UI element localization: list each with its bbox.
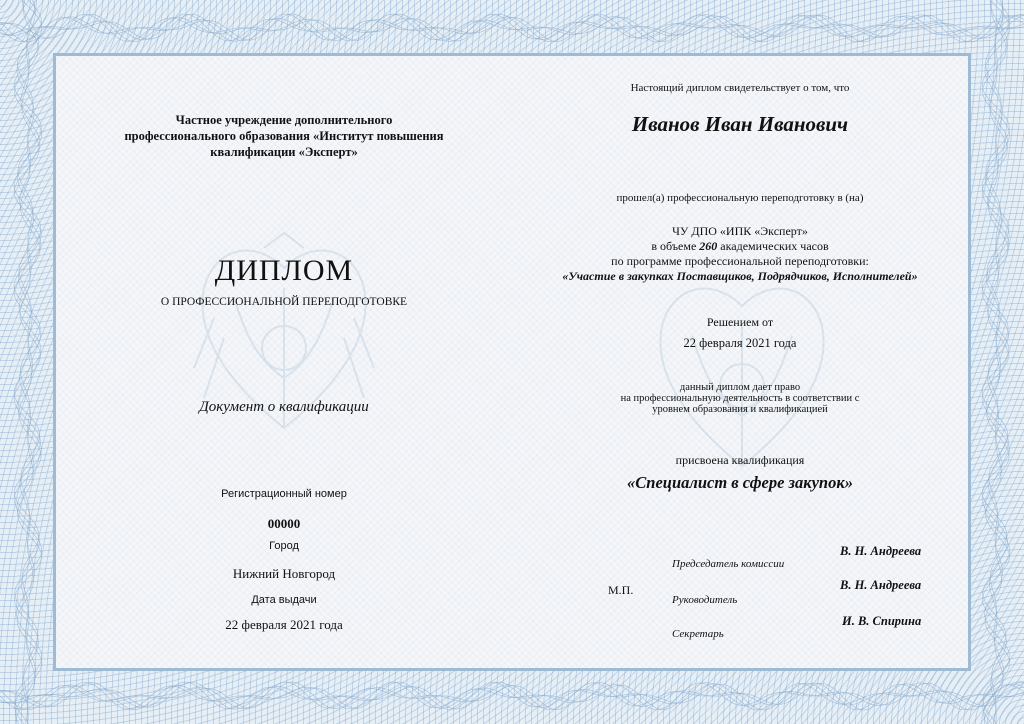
rights-text: [512, 382, 968, 415]
rights-line-1: данный диплом дает право: [679, 382, 801, 393]
institution-line-2: профессионального образования «Институт повышения: [124, 129, 444, 143]
passed-training-text: прошел(а) профессиональную переподготовку в (на): [616, 192, 864, 204]
secretary-role: Секретарь: [672, 628, 724, 640]
decision-label: Решением от: [706, 315, 774, 329]
qualification-title: «Специалист в сфере закупок»: [627, 473, 853, 492]
chairman-role: Председатель комиссии: [672, 558, 785, 570]
hours-prefix: в объеме: [651, 239, 700, 253]
city-value: Нижний Новгород: [232, 566, 336, 581]
program-label: по программе профессиональной переподготовки:: [611, 254, 869, 268]
issue-date-label: Дата выдачи: [251, 594, 317, 606]
registration-number-label: Регистрационный номер: [221, 488, 347, 500]
institution-line-1: Частное учреждение дополнительного: [175, 113, 393, 127]
diploma-subtitle: О ПРОФЕССИОНАЛЬНОЙ ПЕРЕПОДГОТОВКЕ: [160, 296, 408, 308]
diploma-sheet: [56, 56, 968, 668]
qualification-assigned-label: присвоена квалификация: [675, 453, 805, 467]
certificate-intro: Настоящий диплом свидетельствует о том, что: [630, 82, 850, 94]
diploma-title: ДИПЛОМ: [214, 254, 354, 287]
registration-number: 00000: [267, 516, 301, 531]
secretary-signature-name: И. В. Спирина: [842, 614, 922, 628]
chairman-signature-name: В. Н. Андреева: [840, 544, 922, 558]
director-role: Руководитель: [672, 594, 738, 606]
city-label: Город: [269, 540, 299, 552]
holder-name: Иванов Иван Иванович: [631, 112, 849, 136]
rights-line-3: уровнем образования и квалификацией: [652, 404, 828, 415]
right-page: [512, 56, 968, 668]
institution-line-3: квалификации «Эксперт»: [210, 145, 358, 159]
director-signature-name: В. Н. Андреева: [840, 578, 922, 592]
rights-line-2: на профессиональную деятельность в соответствии с: [620, 393, 860, 404]
hours-line: [512, 239, 968, 254]
left-page: [56, 56, 512, 668]
issue-date: 22 февраля 2021 года: [225, 617, 343, 632]
hours-value: 260: [699, 239, 718, 253]
organization-short-name: ЧУ ДПО «ИПК «Эксперт»: [672, 224, 808, 238]
decision-date: 22 февраля 2021 года: [683, 336, 797, 350]
program-name: «Участие в закупках Поставщиков, Подрядчиков, Исполнителей»: [562, 269, 918, 283]
institution-name: [116, 112, 452, 160]
seal-place-label: М.П.: [608, 583, 634, 597]
document-type: Документ о квалификации: [199, 399, 369, 415]
hours-suffix: академических часов: [717, 239, 829, 253]
